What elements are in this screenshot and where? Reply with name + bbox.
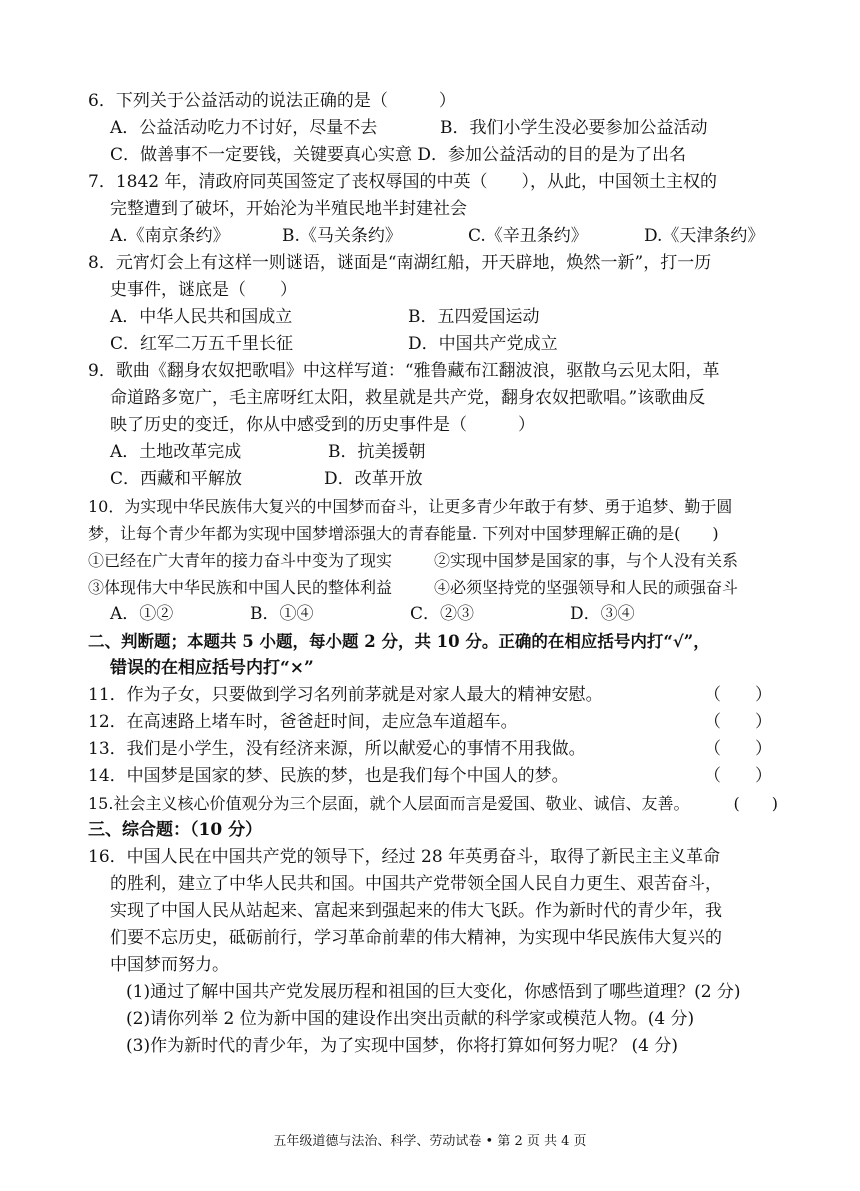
judge-text: 14．中国梦是国家的梦、民族的梦，也是我们每个中国人的梦。: [88, 766, 569, 786]
q8-option-a: A．中华人民共和国成立: [110, 307, 293, 327]
answer-bracket: ( ): [733, 794, 778, 813]
q10-option-a: A．①②: [110, 604, 174, 624]
q7-option-d: D.《天津条约》: [644, 226, 765, 246]
answer-bracket: （ ）: [704, 739, 772, 759]
q8-stem-line2: 史事件，谜底是（ ）: [110, 280, 297, 300]
q6-options-row1: [88, 115, 778, 142]
q9-stem-line1: 9．歌曲《翻身农奴把歌唱》中这样写道：“雅鲁藏布江翻波浪，驱散乌云见太阳，革: [88, 361, 720, 381]
q10-statements-row1: [88, 547, 778, 574]
q8-option-b: B．五四爱国运动: [408, 307, 540, 327]
q8-stem-line1: 8．元宵灯会上有这样一则谜语，谜面是“南湖红船，开天辟地，焕然一新”，打一历: [88, 253, 712, 273]
answer-bracket: （ ）: [704, 712, 772, 732]
page-footer: 五年级道德与法治、科学、劳动试卷 • 第 2 页 共 4 页: [273, 1134, 587, 1149]
q10-option-b: B．①④: [250, 604, 314, 624]
q9-stem-line2: 命道路多宽广，毛主席呀红太阳，救星就是共产党，翻身农奴把歌唱。”该歌曲反: [110, 388, 706, 408]
q9-options-row1: [88, 439, 778, 466]
q7-option-b: B.《马关条约》: [282, 226, 402, 246]
q16-paragraph-line2: 的胜利，建立了中华人民共和国。中国共产党带领全国人民自力更生、艰苦奋斗，: [110, 874, 722, 894]
judge-item: [88, 709, 778, 736]
judge-item: [88, 763, 778, 790]
judge-item: [88, 682, 778, 709]
q7-stem-line1: 7．1842 年，清政府同英国签定了丧权辱国的中英（ ），从此，中国领土主权的: [88, 172, 717, 192]
q7-option-c: C.《辛丑条约》: [468, 226, 588, 246]
exam-content: [88, 88, 778, 1060]
q9-option-b: B．抗美援朝: [328, 442, 426, 462]
q10-statement-2: ②实现中国梦是国家的事，与个人没有关系: [434, 551, 739, 570]
q10-options: [88, 601, 778, 628]
judge-item: [88, 790, 778, 817]
q16-subquestion-2: (2)请你列举 2 位为新中国的建设作出突出贡献的科学家或模范人物。(4 分): [126, 1009, 695, 1029]
judge-item: [88, 736, 778, 763]
judge-text: 13．我们是小学生，没有经济来源，所以献爱心的事情不用我做。: [88, 739, 586, 759]
q10-statement-4: ④必须坚持党的坚强领导和人民的顽强奋斗: [434, 578, 739, 597]
q16-subquestion-3: (3)作为新时代的青少年，为了实现中国梦，你将打算如何努力呢？ (4 分): [126, 1036, 678, 1056]
q16-paragraph-line4: 们要不忘历史，砥砺前行，学习革命前辈的伟大精神，为实现中华民族伟大复兴的: [110, 928, 722, 948]
q16-paragraph-line1: 16．中国人民在中国共产党的领导下，经过 28 年英勇奋斗，取得了新民主主义革命: [88, 847, 721, 867]
q9-option-c: C．西藏和平解放: [110, 469, 243, 489]
q7-stem-line2: 完整遭到了破坏，开始沦为半殖民地半封建社会: [110, 199, 467, 219]
q6-option-b: B．我们小学生没必要参加公益活动: [440, 118, 708, 138]
q10-statement-1: ①已经在广大青年的接力奋斗中变为了现实: [88, 551, 393, 570]
q16-paragraph-line3: 实现了中国人民从站起来、富起来到强起来的伟大飞跃。作为新时代的青少年，我: [110, 901, 722, 921]
judge-text: 15.社会主义核心价值观分为三个层面，就个人层面而言是爱国、敬业、诚信、友善。: [88, 794, 690, 813]
answer-bracket: （ ）: [704, 685, 772, 705]
section2-heading-cont: 错误的在相应括号内打“×”: [110, 658, 314, 678]
section2-heading: 二、判断题；本题共 5 小题，每小题 2 分，共 10 分。正确的在相应括号内打“√”，: [88, 632, 710, 651]
q10-stem-line1: 10．为实现中华民族伟大复兴的中国梦而奋斗，让更多青少年敢于有梦、勇于追梦、勤于圆: [88, 497, 733, 516]
q10-stem-line2: 梦，让每个青少年都为实现中国梦增添强大的青春能量. 下列对中国梦理解正确的是( ): [88, 524, 719, 543]
section3-heading: 三、综合题：（10 分）: [88, 820, 263, 840]
q16-subquestion-1: (1)通过了解中国共产党发展历程和祖国的巨大变化，你感悟到了哪些道理？(2 分): [126, 982, 741, 1002]
q9-options-row2: [88, 466, 778, 493]
q9-option-a: A．土地改革完成: [110, 442, 242, 462]
answer-bracket: （ ）: [704, 766, 772, 786]
q7-option-a: A.《南京条约》: [110, 226, 230, 246]
q6-stem: 6．下列关于公益活动的说法正确的是（ ）: [88, 91, 456, 111]
q10-option-c: C．②③: [410, 604, 475, 624]
q10-option-d: D．③④: [570, 604, 635, 624]
q10-statement-3: ③体现伟大中华民族和中国人民的整体利益: [88, 578, 393, 597]
judge-text: 11．作为子女，只要做到学习名列前茅就是对家人最大的精神安慰。: [88, 685, 603, 705]
q6-options-row2: C．做善事不一定要钱，关键要真心实意 D．参加公益活动的目的是为了出名: [110, 145, 687, 165]
q7-options: [88, 223, 778, 250]
q8-option-c: C．红军二万五千里长征: [110, 334, 294, 354]
q8-option-d: D．中国共产党成立: [408, 334, 558, 354]
q16-paragraph-line5: 中国梦而努力。: [110, 955, 229, 975]
q10-statements-row2: [88, 574, 778, 601]
q6-option-a: A．公益活动吃力不讨好，尽量不去: [110, 118, 378, 138]
q9-stem-line3: 映了历史的变迁，你从中感受到的历史事件是（ ）: [110, 415, 535, 435]
q9-option-d: D．改革开放: [324, 469, 423, 489]
q8-options-row2: [88, 331, 778, 358]
judge-text: 12．在高速路上堵车时，爸爸赶时间，走应急车道超车。: [88, 712, 518, 732]
q8-options-row1: [88, 304, 778, 331]
